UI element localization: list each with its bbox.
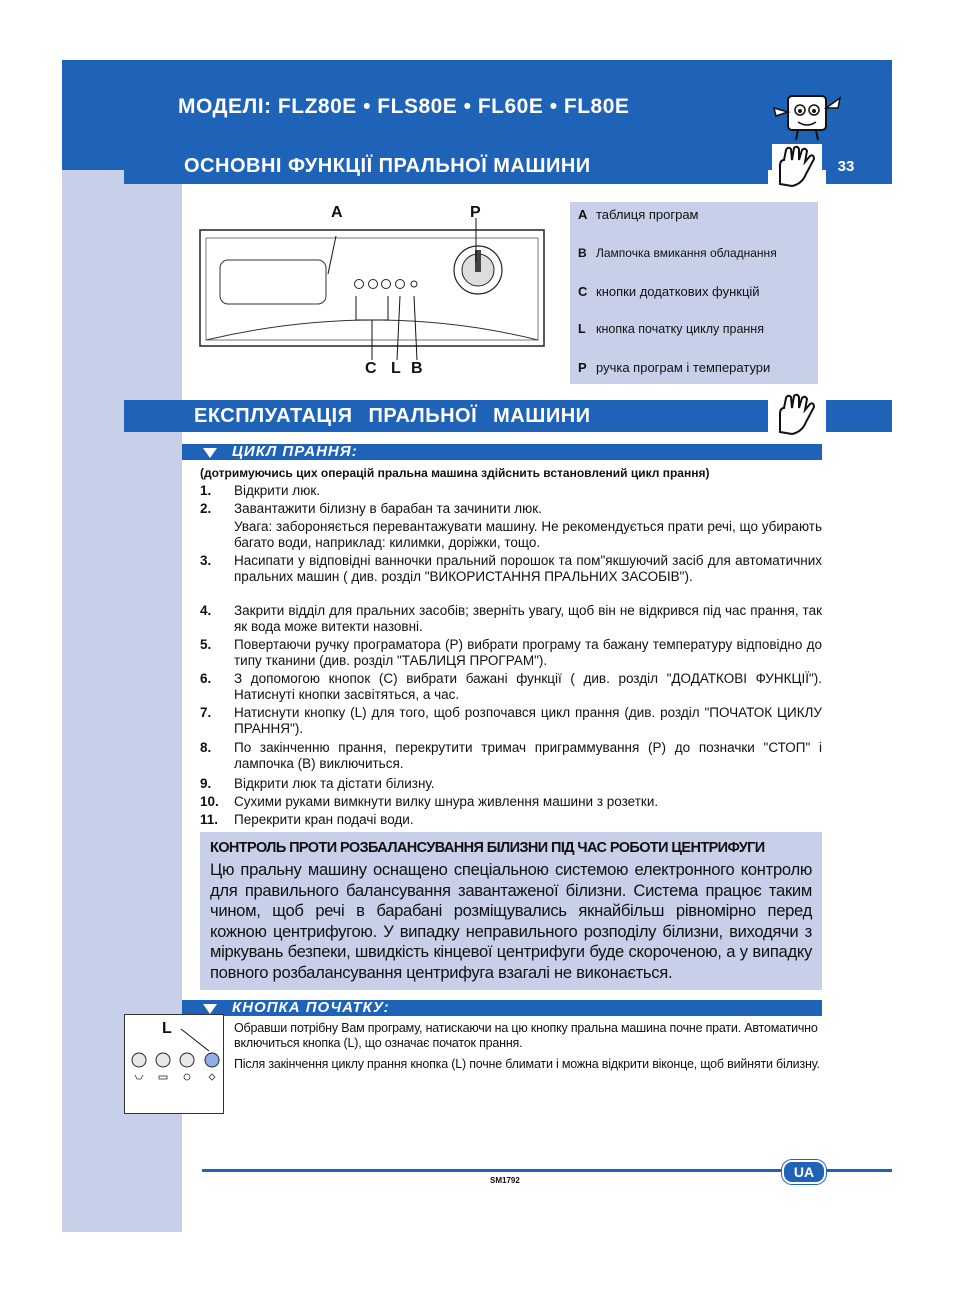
page-number: 33 — [837, 158, 855, 175]
label-c: C — [365, 360, 377, 377]
hand-icon — [772, 144, 822, 190]
start-description — [234, 1021, 824, 1072]
legend-item: B Лампочка вмикання обладнання — [578, 246, 777, 260]
label-p: P — [470, 204, 481, 221]
label-b: B — [411, 360, 423, 377]
legend-item: P ручка програм і температури — [578, 360, 771, 375]
list-item: 6. З допомогою кнопок (C) вибрати бажані функції ( див. розділ "ДОДАТКОВІ ФУНКЦІЇ"). Натиснуті кнопки засвітяться, а час. — [200, 671, 822, 702]
section-bar-end — [826, 400, 892, 432]
subheading-start-button: КНОПКА ПОЧАТКУ: — [232, 999, 390, 1016]
legend-item: C кнопки додаткових функцій — [578, 284, 760, 299]
start-button-illustration — [124, 1014, 224, 1114]
legend-item: A таблиця програм — [578, 207, 699, 222]
label-a: A — [331, 204, 343, 221]
balance-title: КОНТРОЛЬ ПРОТИ РОЗБАЛАНСУВАННЯ БІЛИЗНИ ПІД ЧАС РОБОТИ ЦЕНТРИФУГИ — [210, 840, 765, 856]
section-title-operation: ЕКСПЛУАТАЦІЯ ПРАЛЬНОЇ МАШИНИ — [194, 405, 591, 427]
list-item: 5. Повертаючи ручку програматора (P) вибрати програму та бажану температуру відповідно до типу тканини (див. розділ "ТАБЛИЦЯ ПРОГРАМ"). — [200, 637, 822, 668]
triangle-down-icon — [203, 1004, 217, 1014]
list-item: 2. Завантажити білизну в барабан та зачинити люк. — [200, 501, 542, 516]
balance-control-box — [200, 832, 822, 990]
start-paragraph: Обравши потрібну Вам програму, натискаючи на цю кнопку пральна машина почне прати. Автоматично включиться кнопка (L), що означає початок прання. — [234, 1021, 818, 1050]
list-item: 3. Насипати у відповідні ванночки пральний порошок та пом"якшуючий засіб для автоматичних пральних машин ( див. розділ "ВИКОРИСТАННЯ ПРАЛЬНИХ ЗАСОБІВ"). — [200, 553, 822, 584]
list-item: 9. Відкрити люк та дістати білизну. — [200, 776, 435, 791]
list-item: 4. Закрити відділ для пральних засобів; зверніть увагу, щоб він не відкрився під час прання, так як вода може витекти назовні. — [200, 603, 822, 634]
label-l: L — [391, 360, 401, 377]
legend-item: L кнопка початку циклу прання — [578, 322, 764, 336]
hand-icon — [772, 392, 822, 438]
start-paragraph: Після закінчення циклу прання кнопка (L) почне блимати і можна відкрити віконце, щоб вийняти білизну. — [234, 1057, 820, 1071]
triangle-down-icon — [203, 448, 217, 458]
section-title-functions: ОСНОВНІ ФУНКЦІЇ ПРАЛЬНОЇ МАШИНИ — [184, 155, 591, 177]
mascot-icon — [766, 86, 846, 146]
page-title: МОДЕЛІ: FLZ80E • FLS80E • FL60E • FL80E — [178, 95, 630, 118]
document-code: SM1792 — [490, 1176, 520, 1185]
subheading-wash-cycle: ЦИКЛ ПРАННЯ: — [232, 443, 358, 460]
list-item: 1. Відкрити люк. — [200, 483, 320, 498]
list-item: 10. Сухими руками вимкнути вилку шнура живлення машини з розетки. — [200, 794, 659, 809]
list-item: Увага: забороняється перевантажувати машину. Не рекомендується прати речі, що убирають багато води, наприклад: килимки, доріжки, тощо. — [234, 519, 822, 550]
list-item: 11. Перекрити кран подачі води. — [200, 812, 414, 827]
cycle-intro: (дотримуючись цих операцій пральна машина здійснить встановлений цикл прання) — [200, 466, 710, 480]
balance-text: Цю пральну машину оснащено спеціальною системою електронного контролю для правильного балансування завантаженої білизни. Система працює таким чином, щоб речі в барабані розміщувались якнайбільш рівномірно перед кожною центрифугою. У випадку неправильного розподілу білизни, виходячи з міркувань безпеки, швидкість кінцевої центрифуги буде скороченою, а у випадку повного розбалансування центрифуга взагалі не виконається. — [210, 860, 812, 982]
language-badge: UA — [782, 1160, 826, 1184]
list-item: 8. По закінченню прання, перекрутити тримач приграммування (P) до позначки "СТОП" і лампочка (B) виключиться. — [200, 740, 822, 771]
label-l-start: L — [162, 1020, 172, 1037]
list-item: 7. Натиснути кнопку (L) для того, щоб розпочався цикл прання (див. розділ "ПОЧАТОК ЦИКЛУ ПРАННЯ"). — [200, 705, 822, 736]
legend-box — [570, 202, 818, 384]
